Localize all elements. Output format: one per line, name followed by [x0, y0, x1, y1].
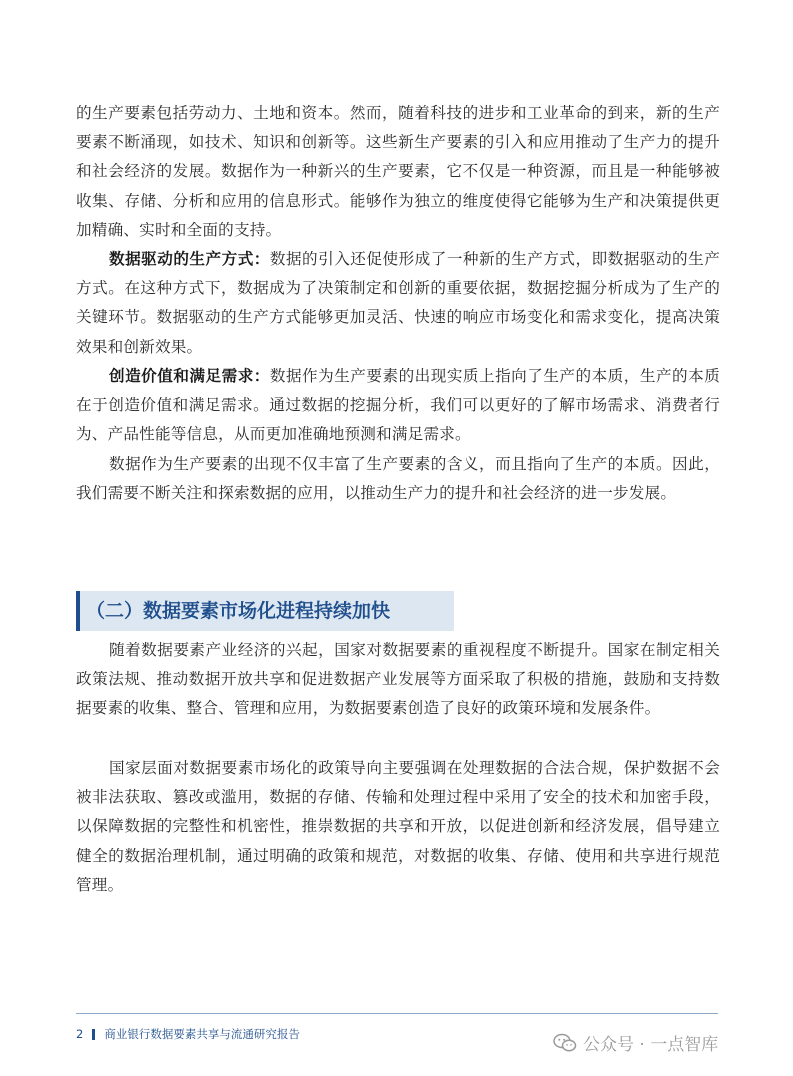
- page-footer: [76, 1026, 300, 1042]
- paragraph-2-lead: 数据驱动的生产方式：: [109, 250, 270, 268]
- section-paragraph-1: 随着数据要素产业经济的兴起，国家对数据要素的重视程度不断提升。国家在制定相关政策法规、推动数据开放共享和促进数据产业发展等方面采取了积极的措施，鼓励和支持数据要素的收集、整合、管理和应用，为数据要素创造了良好的政策环境和发展条件。: [76, 641, 720, 718]
- section-paragraph-2: 国家层面对数据要素市场化的政策导向主要强调在处理数据的合法合规，保护数据不会被非法获取、篡改或滥用，数据的存储、传输和处理过程中采用了安全的技术和加密手段，以保障数据的完整性和机密性，推崇数据的共享和开放，以促进创新和经济发展，倡导建立健全的数据治理机制，通过明确的政策和规范，对数据的收集、存储、使用和共享进行规范管理。: [76, 759, 720, 894]
- footer-divider: [76, 1013, 718, 1014]
- paragraph-3-lead: 创造价值和满足需求：: [109, 367, 270, 385]
- body-paragraph-1: 的生产要素包括劳动力、土地和资本。然而，随着科技的进步和工业革命的到来，新的生产要素不断涌现，如技术、知识和创新等。这些新生产要素的引入和应用推动了生产力的提升和社会经济的发展。数据作为一种新兴的生产要素，它不仅是一种资源，而且是一种能够被收集、存储、分析和应用的信息形式。能够作为独立的维度使得它能够为生产和决策提供更加精确、实时和全面的支持。: [76, 104, 720, 239]
- page-number: 2: [76, 1027, 84, 1041]
- watermark-text: 公众号 · 一点智库: [583, 1035, 719, 1055]
- report-title: 商业银行数据要素共享与流通研究报告: [104, 1027, 300, 1041]
- body-paragraph-4: 数据作为生产要素的出现不仅丰富了生产要素的含义，而且指向了生产的本质。因此，我们需要不断关注和探索数据的应用，以推动生产力的提升和社会经济的进一步发展。: [76, 455, 720, 503]
- paragraph-3-text: 数据作为生产要素的出现实质上指向了生产的本质，生产的本质在于创造价值和满足需求。通过数据的挖掘分析，我们可以更好的了解市场需求、消费者行为、产品性能等信息，从而更加准确地预测和满足需求。: [76, 367, 720, 444]
- body-paragraph-2: [76, 245, 720, 362]
- wechat-icon: [553, 1033, 577, 1053]
- watermark: [553, 1030, 718, 1055]
- section-heading: （二）数据要素市场化进程持续加快: [76, 591, 454, 631]
- paragraph-2-text: 数据的引入还促使形成了一种新的生产方式，即数据驱动的生产方式。在这种方式下，数据成为了决策制定和创新的重要依据，数据挖掘分析成为了生产的关键环节。数据驱动的生产方式能够更加灵活、快速的响应市场变化和需求变化，提高决策效果和创新效果。: [76, 250, 720, 356]
- footer-bar: [92, 1029, 95, 1040]
- body-paragraph-3: [76, 362, 720, 450]
